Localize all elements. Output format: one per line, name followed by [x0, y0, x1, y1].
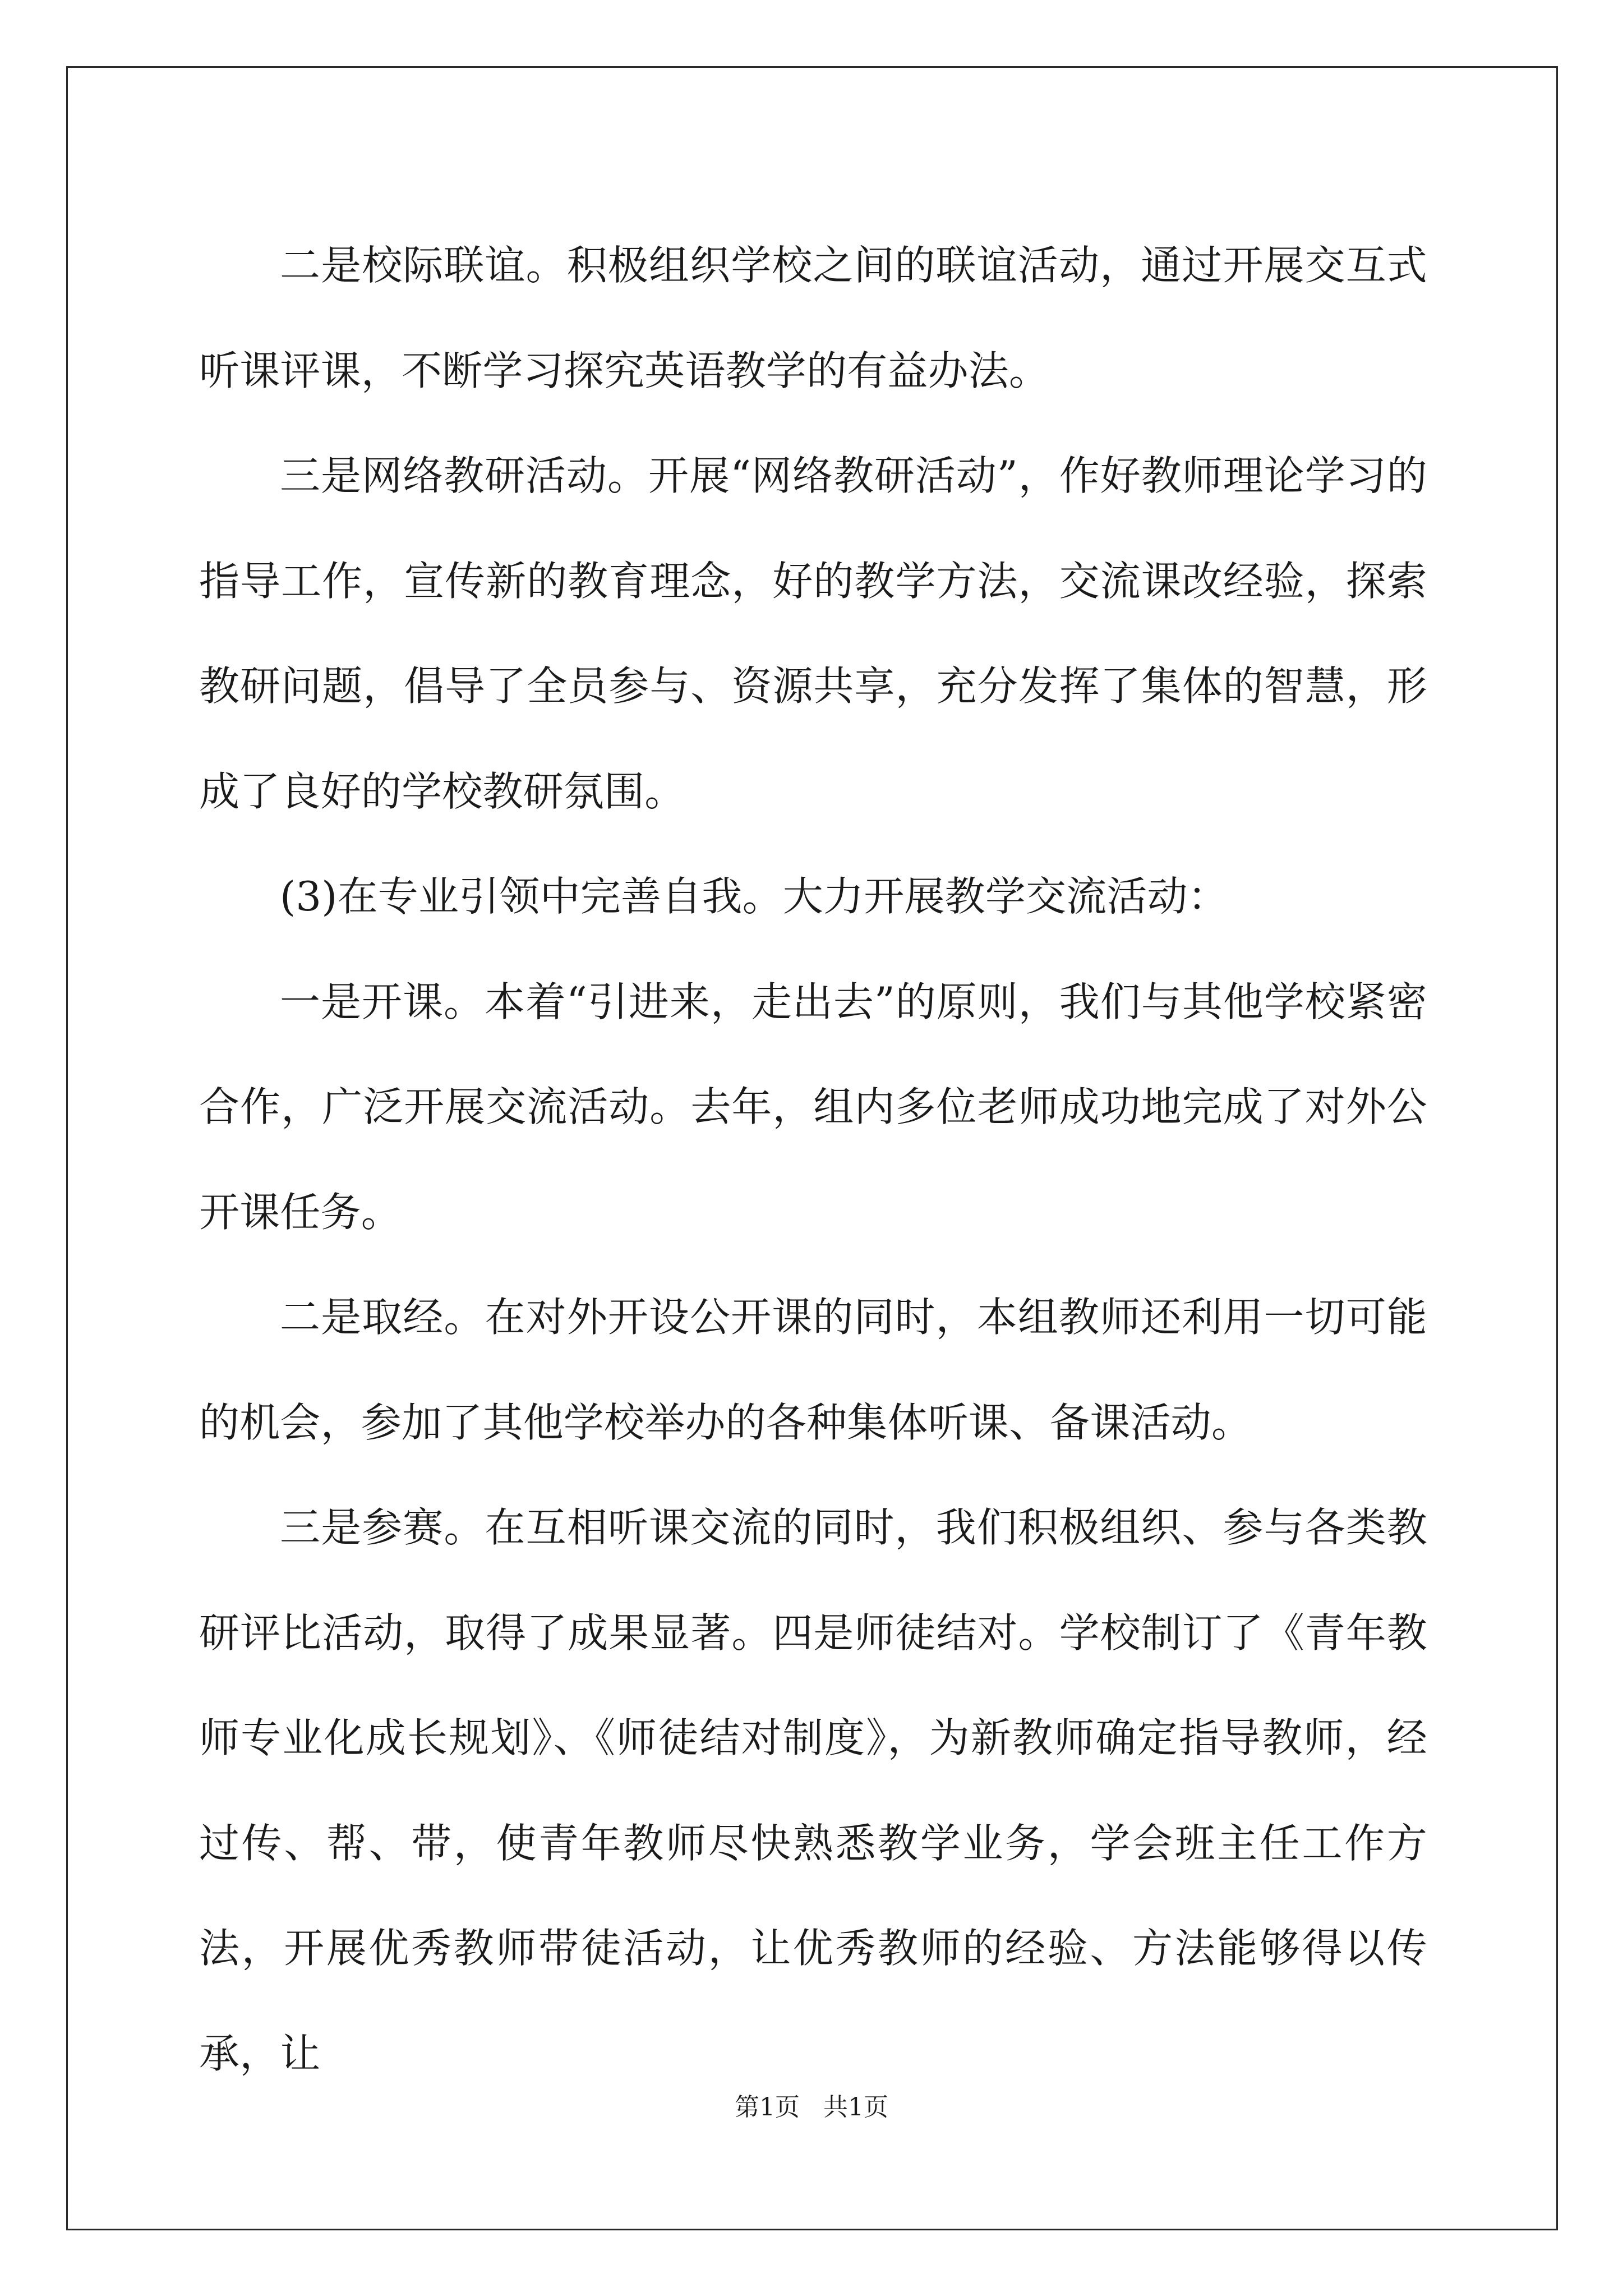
paragraph-online-research: 三是网络教研活动。开展“网络教研活动”，作好教师理论学习的指导工作，宣传新的教育理念，好的教学方法，交流课改经验，探索教研问题，倡导了全员参与、资源共享，充分发挥了集体的智慧，形成了良好的学校教研氛围。 — [199, 452, 1427, 815]
paragraph-professional-guidance: (3)在专业引领中完善自我。大力开展教学交流活动： — [280, 873, 1228, 920]
paragraph-competition: 三是参赛。在互相听课交流的同时，我们积极组织、参与各类教研评比活动，取得了成果显著。四是师徒结对。学校制订了《青年教师专业化成长规划》、《师徒结对制度》，为新教师确定指导教师，经过传、帮、带，使青年教师尽快熟悉教学业务，学会班主任工作方法，开展优秀教师带徒活动，让优秀教师的经验、方法能够得以传承，让 — [199, 1504, 1427, 2077]
paragraph-open-class: 一是开课。本着“引进来，走出去”的原则，我们与其他学校紧密合作，广泛开展交流活动。去年，组内多位老师成功地完成了对外公开课任务。 — [199, 978, 1427, 1236]
paragraph-learning: 二是取经。在对外开设公开课的同时，本组教师还利用一切可能的机会，参加了其他学校举办的各种集体听课、备课活动。 — [199, 1294, 1427, 1446]
document-body — [199, 213, 1427, 2106]
paragraph-school-exchange: 二是校际联谊。积极组织学校之间的联谊活动，通过开展交互式听课评课，不断学习探究英语教学的有益办法。 — [199, 242, 1427, 394]
page-footer: 第1页 共1页 — [735, 2093, 888, 2122]
